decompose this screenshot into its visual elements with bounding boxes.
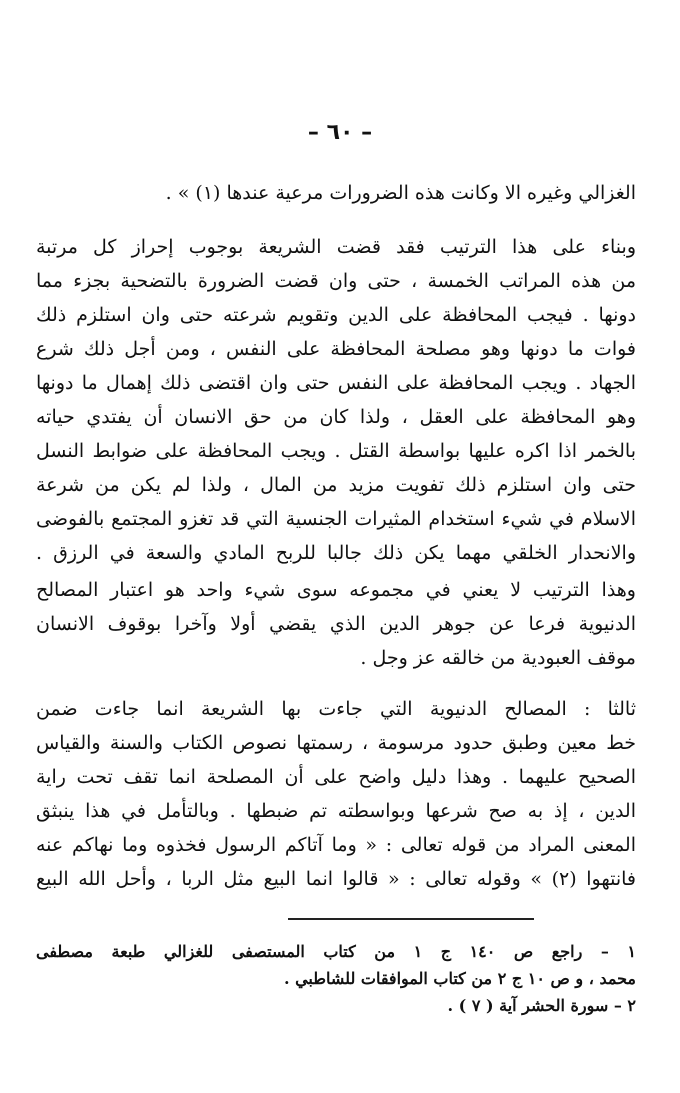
text-line: الدنيوية فرعا عن جوهر الدين الذي يقضي أولا وآخرا بوقوف الانسان (36, 613, 636, 635)
text-line: فوات ما دونها وهو مصلحة المحافظة على النفس ، ومن أجل ذلك شرع (36, 338, 636, 360)
text-line: الصحيح عليهما . وهذا دليل واضح على أن المصلحة انما تقف تحت راية (36, 766, 636, 788)
text-line: موقف العبودية من خالقه عز وجل . (360, 647, 636, 669)
footnotes (36, 938, 636, 1019)
text-line: والانحدار الخلقي مهما يكن ذلك جالبا للربح المادي والسعة في الرزق . (36, 542, 636, 564)
text-line: الجهاد . ويجب المحافظة على النفس حتى وان اقتضى ذلك إهمال ما دونها (36, 372, 636, 394)
text-line: المعنى المراد من قوله تعالى : « وما آتاكم الرسول فخذوه وما نهاكم عنه (36, 834, 636, 856)
text-line: فانتهوا (٢) » وقوله تعالى : « قالوا انما البيع مثل الربا ، وأحل الله البيع (36, 868, 636, 890)
footnote-line: ٢ – سورة الحشر آية ( ٧ ) . (447, 996, 636, 1015)
footnote-separator (288, 918, 534, 920)
text-line: من هذه المراتب الخمسة ، حتى وان قضت الضرورة بالتضحية بجزء مما (36, 270, 636, 292)
page-number: – ٦٠ – (307, 120, 373, 145)
footnote-line: ١ – راجع ص ١٤٠ ج ١ من كتاب المستصفى للغزالي طبعة مصطفى (36, 942, 636, 961)
text-line: وبناء على هذا الترتيب فقد قضت الشريعة بوجوب إحراز كل مرتبة (36, 236, 636, 258)
text-line: وهو المحافظة على العقل ، ولذا كان من حق الانسان أن يفتدي حياته (36, 406, 636, 428)
text-line: دونها . فيجب المحافظة على الدين وتقويم شرعته حتى وان استلزم ذلك (36, 304, 636, 326)
paragraph-4 (36, 692, 636, 896)
paragraph-1 (36, 176, 636, 210)
text-line: خط معين وطبق حدود مرسومة ، رسمتها نصوص الكتاب والسنة والقياس (36, 732, 636, 754)
text-line: الدين ، إذ به صح شرعها وبواسطته تم ضبطها . وبالتأمل في هذا ينبثق (36, 800, 636, 822)
text-line: ثالثا : المصالح الدنيوية التي جاءت بها الشريعة انما جاءت ضمن (36, 698, 636, 720)
text-line: وهذا الترتيب لا يعني في مجموعه سوى شيء واحد هو اعتبار المصالح (36, 579, 636, 601)
text-line: الاسلام في شيء استخدام المثيرات الجنسية التي قد تغزو المجتمع بالفوضى (36, 508, 636, 530)
text-line: الغزالي وغيره الا وكانت هذه الضرورات مرعية عندها (١) » . (165, 182, 636, 204)
paragraph-3 (36, 573, 636, 675)
text-line: حتى وان استلزم ذلك تفويت مزيد من المال ، ولذا لم يكن من شرعة (36, 474, 636, 496)
paragraph-2 (36, 230, 636, 570)
footnote-line: محمد ، و ص ١٠ ج ٢ من كتاب الموافقات للشاطبي . (283, 969, 636, 988)
text-line: بالخمر اذا اكره عليها بواسطة القتل . ويجب المحافظة على ضوابط النسل (36, 440, 636, 462)
